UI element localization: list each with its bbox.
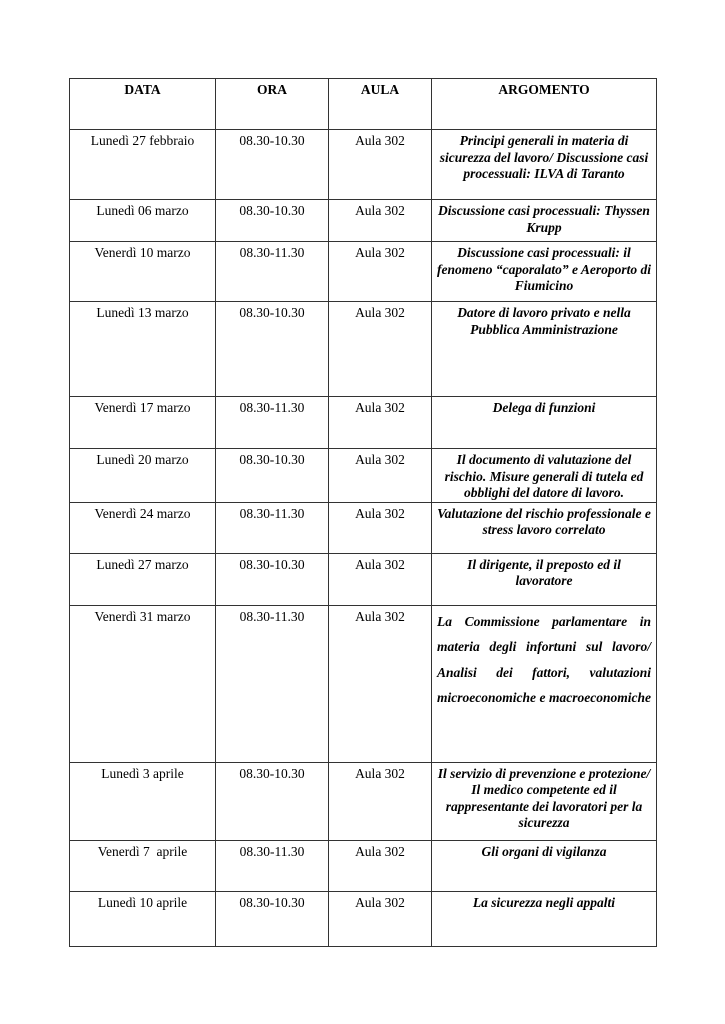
cell-data: Lunedì 27 febbraio [70, 130, 216, 200]
cell-data: Lunedì 20 marzo [70, 449, 216, 503]
cell-ora: 08.30-10.30 [216, 449, 329, 503]
cell-ora: 08.30-11.30 [216, 397, 329, 449]
cell-argomento: Valutazione del rischio professionale e stress lavoro correlato [432, 502, 657, 553]
table-row [70, 553, 657, 605]
cell-argomento: Delega di funzioni [432, 397, 657, 449]
cell-aula: Aula 302 [329, 605, 432, 762]
cell-argomento: Il dirigente, il preposto ed il lavoratore [432, 553, 657, 605]
cell-argomento: Il servizio di prevenzione e protezione/ Il medico competente ed il rappresentante dei lavoratori per la sicurezza [432, 762, 657, 840]
table-row [70, 449, 657, 503]
cell-ora: 08.30-10.30 [216, 130, 329, 200]
cell-aula: Aula 302 [329, 502, 432, 553]
cell-data: Venerdì 31 marzo [70, 605, 216, 762]
header-ora: ORA [216, 79, 329, 130]
cell-argomento: Principi generali in materia di sicurezza del lavoro/ Discussione casi processuali: ILVA di Taranto [432, 130, 657, 200]
table-row [70, 605, 657, 762]
header-aula: AULA [329, 79, 432, 130]
cell-data: Lunedì 06 marzo [70, 200, 216, 242]
cell-aula: Aula 302 [329, 553, 432, 605]
table-row [70, 891, 657, 946]
table-row [70, 840, 657, 891]
cell-data: Venerdì 24 marzo [70, 502, 216, 553]
table-row [70, 762, 657, 840]
header-argomento: ARGOMENTO [432, 79, 657, 130]
table-row [70, 242, 657, 302]
cell-aula: Aula 302 [329, 242, 432, 302]
cell-aula: Aula 302 [329, 840, 432, 891]
cell-argomento: La sicurezza negli appalti [432, 891, 657, 946]
cell-argomento: Gli organi di vigilanza [432, 840, 657, 891]
cell-ora: 08.30-10.30 [216, 891, 329, 946]
cell-data: Lunedì 13 marzo [70, 302, 216, 397]
cell-ora: 08.30-11.30 [216, 242, 329, 302]
cell-data: Venerdì 10 marzo [70, 242, 216, 302]
table-row [70, 502, 657, 553]
cell-ora: 08.30-10.30 [216, 553, 329, 605]
cell-aula: Aula 302 [329, 762, 432, 840]
cell-argomento: Il documento di valutazione del rischio. Misure generali di tutela ed obblighi del datore di lavoro. [432, 449, 657, 503]
table-row [70, 130, 657, 200]
schedule-table [69, 78, 657, 947]
cell-ora: 08.30-11.30 [216, 605, 329, 762]
table-row [70, 397, 657, 449]
header-data: DATA [70, 79, 216, 130]
cell-data: Lunedì 10 aprile [70, 891, 216, 946]
cell-aula: Aula 302 [329, 449, 432, 503]
cell-aula: Aula 302 [329, 891, 432, 946]
header-row [70, 79, 657, 130]
cell-ora: 08.30-10.30 [216, 302, 329, 397]
cell-aula: Aula 302 [329, 200, 432, 242]
cell-aula: Aula 302 [329, 302, 432, 397]
cell-ora: 08.30-11.30 [216, 840, 329, 891]
cell-data: Venerdì 7 aprile [70, 840, 216, 891]
table-row [70, 200, 657, 242]
cell-data: Lunedì 27 marzo [70, 553, 216, 605]
cell-aula: Aula 302 [329, 397, 432, 449]
cell-aula: Aula 302 [329, 130, 432, 200]
cell-ora: 08.30-10.30 [216, 200, 329, 242]
table-row [70, 302, 657, 397]
cell-ora: 08.30-10.30 [216, 762, 329, 840]
cell-argomento: Datore di lavoro privato e nella Pubblica Amministrazione [432, 302, 657, 397]
cell-argomento: Discussione casi processuali: Thyssen Krupp [432, 200, 657, 242]
cell-argomento: Discussione casi processuali: il fenomeno “caporalato” e Aeroporto di Fiumicino [432, 242, 657, 302]
cell-data: Venerdì 17 marzo [70, 397, 216, 449]
cell-argomento: La Commissione parlamentare in materia degli infortuni sul lavoro/ Analisi dei fattori, valutazioni microeconomiche e macroeconomiche [432, 605, 657, 762]
cell-ora: 08.30-11.30 [216, 502, 329, 553]
cell-data: Lunedì 3 aprile [70, 762, 216, 840]
